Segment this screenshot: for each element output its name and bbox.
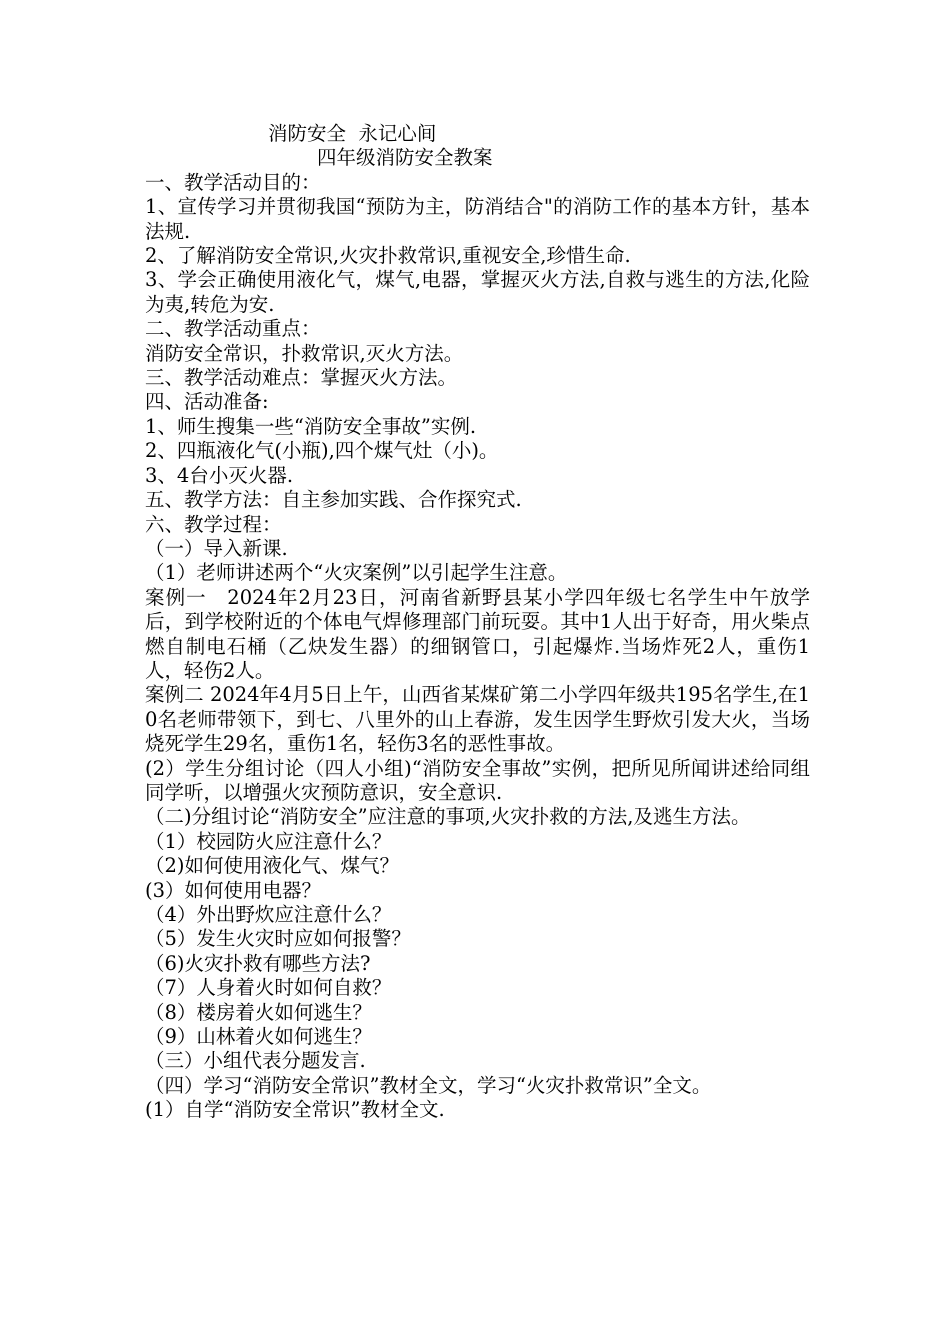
paragraph: （四）学习“消防安全常识”教材全文，学习“火灾扑救常识”全文。 <box>145 1073 712 1097</box>
paragraph: 2、了解消防安全常识,火灾扑救常识,重视安全,珍惜生命. <box>145 244 631 268</box>
paragraph: 消防安全常识，扑救常识,灭火方法。 <box>145 341 464 365</box>
case-two-paragraph: 案例二 2024年4月5日上午，山西省某煤矿第二小学四年级共195名学生,在10名老师带领下，到七、八里外的山上春游，发生因学生野炊引发大火，当场烧死学生29名，重伤1名，轻伤3名的恶性事故。 <box>145 683 810 756</box>
list-item: （6)火灾扑救有哪些方法? <box>145 951 371 975</box>
paragraph: 2、四瓶液化气(小瓶),四个煤气灶（小)。 <box>145 439 499 463</box>
section-heading-objectives: 一、教学活动目的： <box>145 170 321 194</box>
section-heading-preparation: 四、活动准备: <box>145 390 269 414</box>
paragraph: (1）自学“消防安全常识”教材全文. <box>145 1098 445 1122</box>
paragraph: 3、4台小灭火器. <box>145 463 294 487</box>
paragraph: 3、学会正确使用液化气，煤气,电器，掌握灭火方法,自救与逃生的方法,化险为夷,转危为安. <box>145 268 810 316</box>
section-heading-difficulties: 三、教学活动难点：掌握灭火方法。 <box>145 366 458 390</box>
list-item: （5）发生火灾时应如何报警？ <box>145 927 411 951</box>
paragraph: (2）学生分组讨论（四人小组)“消防安全事故”实例，把所见所闻讲述给同组同学听，以增强火灾预防意识，安全意识. <box>145 756 810 804</box>
paragraph: （一）导入新课. <box>145 536 288 560</box>
list-item: （1）校园防火应注意什么？ <box>145 829 392 853</box>
list-item: （7）人身着火时如何自救？ <box>145 976 392 1000</box>
list-item: （4）外出野炊应注意什么？ <box>145 903 392 926</box>
list-item: (3）如何使用电器？ <box>145 878 322 902</box>
case-one-paragraph: 案例一 2024年2月23日，河南省新野县某小学四年级七名学生中午放学后，到学校附近的个体电气焊修理部门前玩耍。其中1人出于好奇，用火柴点燃自制电石桶（乙炔发生器）的细钢管口，引起爆炸.当场炸死2人，重伤1人，轻伤2人。 <box>145 585 810 682</box>
document-title: 消防安全 永记心间 <box>268 122 437 145</box>
paragraph: 1、师生搜集一些“消防安全事故”实例. <box>145 414 477 438</box>
section-heading-process: 六、教学过程： <box>145 512 282 536</box>
paragraph: （二)分组讨论“消防安全”应注意的事项,火灾扑救的方法,及逃生方法。 <box>145 805 751 829</box>
list-item: （9）山林着火如何逃生？ <box>145 1025 372 1049</box>
list-item: （2)如何使用液化气、煤气？ <box>145 854 400 878</box>
document-body <box>145 122 810 1123</box>
paragraph: （三）小组代表分题发言. <box>145 1049 366 1073</box>
list-item: （8）楼房着火如何逃生？ <box>145 1000 372 1024</box>
paragraph: （1）老师讲述两个“火灾案例”以引起学生注意。 <box>145 561 568 585</box>
document-subtitle: 四年级消防安全教案 <box>317 146 493 170</box>
paragraph: 1、宣传学习并贯彻我国“预防为主，防消结合"的消防工作的基本方针，基本法规. <box>145 195 810 243</box>
section-heading-methods: 五、教学方法：自主参加实践、合作探究式. <box>145 488 522 512</box>
section-heading-key-points: 二、教学活动重点： <box>145 317 321 341</box>
